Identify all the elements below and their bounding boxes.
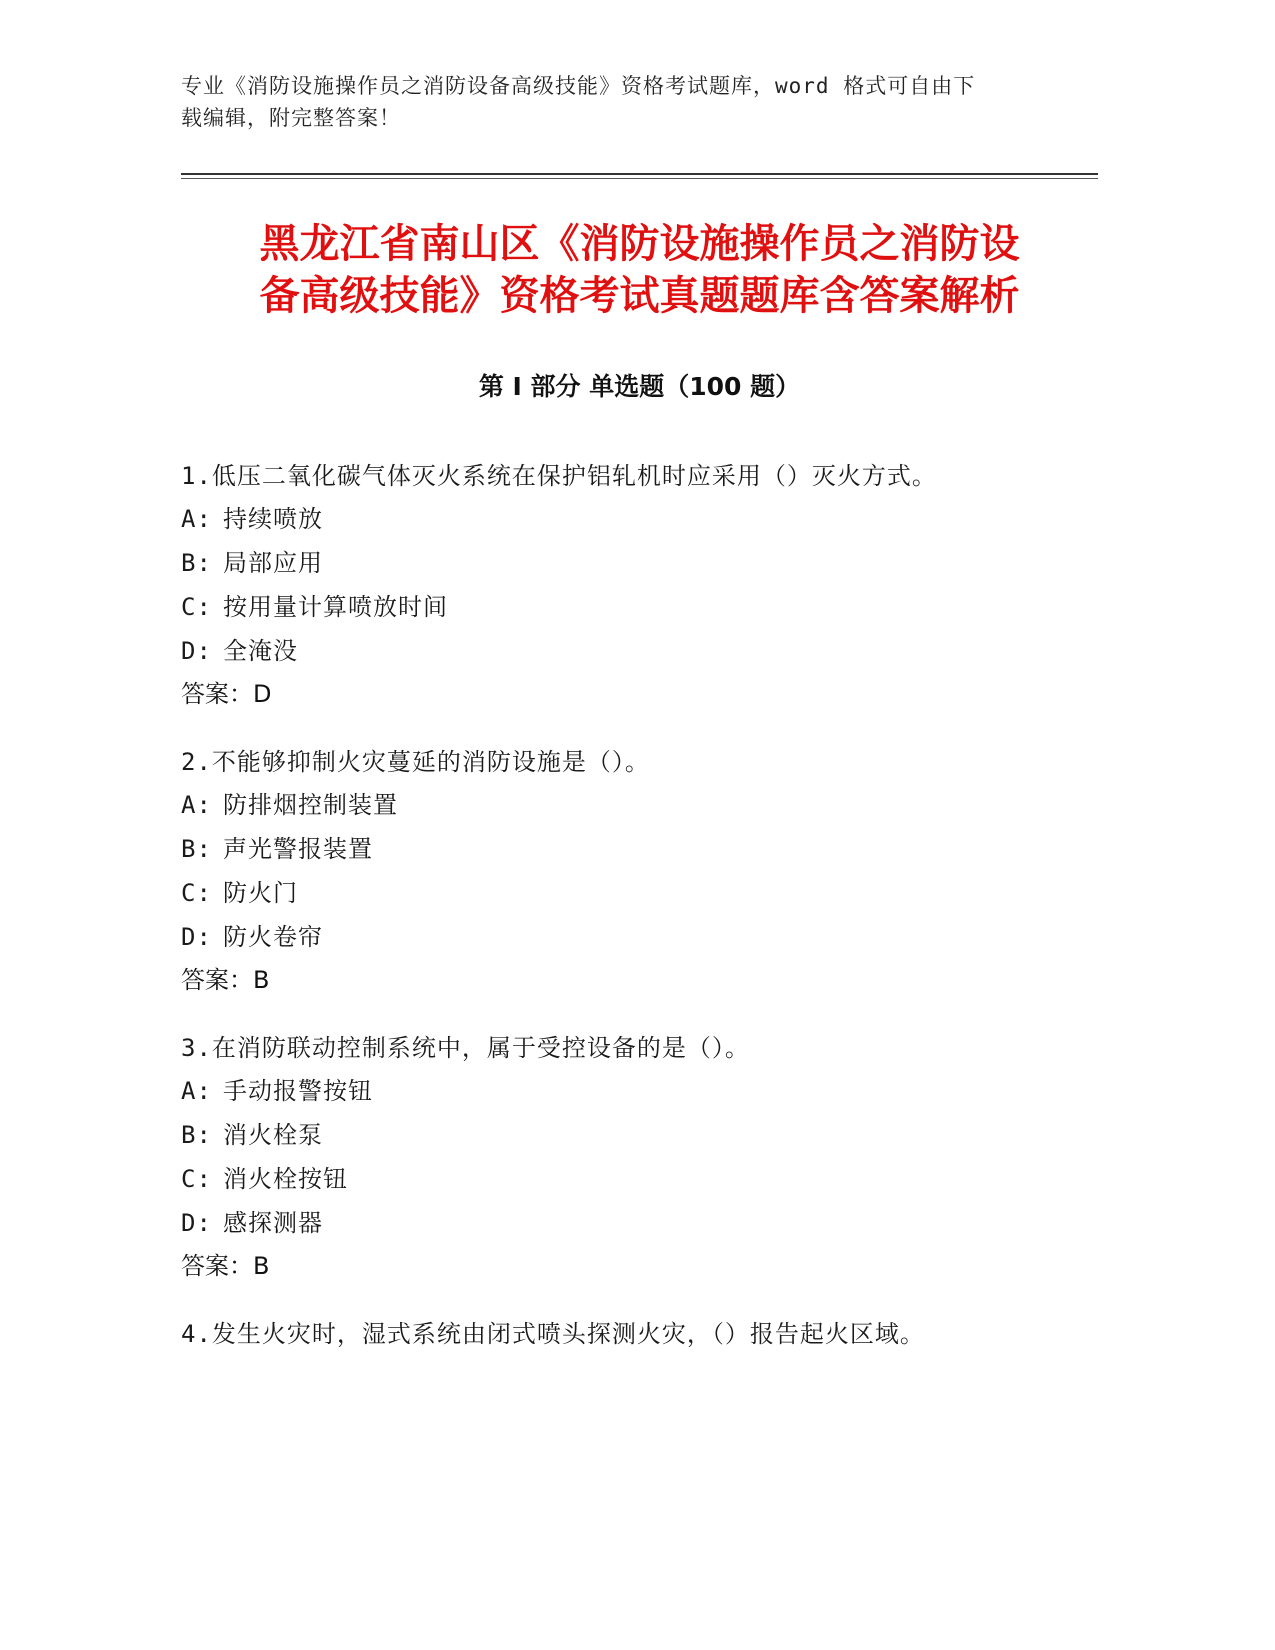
option-key: A: (181, 1077, 212, 1105)
option-key: C: (181, 593, 212, 621)
section-title: 第 I 部分 单选题（100 题） (478, 372, 801, 401)
question-item (181, 455, 1098, 715)
option-text: 消火栓按钮 (223, 1165, 348, 1193)
header-rule-thick (181, 173, 1098, 175)
option-text: 声光警报装置 (223, 835, 373, 863)
option-c (181, 1157, 1098, 1201)
option-c (181, 585, 1098, 629)
option-key: C: (181, 1165, 212, 1193)
answer-line: 答案：B (181, 1252, 270, 1280)
option-key: D: (181, 923, 212, 951)
header-note-line-2: 载编辑，附完整答案！ (181, 106, 401, 130)
option-text: 防排烟控制装置 (223, 791, 398, 819)
option-a (181, 1069, 1098, 1113)
option-text: 按用量计算喷放时间 (223, 593, 448, 621)
option-key: B: (181, 1121, 212, 1149)
question-stem: 3.在消防联动控制系统中，属于受控设备的是（）。 (181, 1034, 750, 1062)
option-b (181, 1113, 1098, 1157)
option-key: D: (181, 1209, 212, 1237)
option-text: 防火卷帘 (223, 923, 323, 951)
question-item (181, 1313, 1098, 1355)
document-title (181, 218, 1098, 322)
option-key: B: (181, 549, 212, 577)
question-item (181, 1027, 1098, 1287)
option-text: 手动报警按钮 (223, 1077, 373, 1105)
answer-line: 答案：B (181, 966, 270, 994)
header-note-line-1: 专业《消防设施操作员之消防设备高级技能》资格考试题库，word 格式可自由下 (181, 74, 976, 98)
document-title-line-1: 黑龙江省南山区《消防设施操作员之消防设 (259, 221, 1020, 267)
option-text: 持续喷放 (223, 505, 323, 533)
header-rule-thin (181, 178, 1098, 179)
option-b (181, 541, 1098, 585)
option-key: D: (181, 637, 212, 665)
option-text: 全淹没 (223, 637, 298, 665)
question-stem: 1.低压二氧化碳气体灭火系统在保护铝轧机时应采用（）灭火方式。 (181, 462, 937, 490)
question-stem: 2.不能够抑制火灾蔓延的消防设施是（）。 (181, 748, 650, 776)
question-stem: 4.发生火灾时，湿式系统由闭式喷头探测火灾，（）报告起火区域。 (181, 1320, 925, 1348)
option-a (181, 497, 1098, 541)
option-key: A: (181, 505, 212, 533)
question-list (181, 455, 1098, 1381)
document-title-line-2: 备高级技能》资格考试真题题库含答案解析 (259, 273, 1020, 319)
option-key: A: (181, 791, 212, 819)
answer-line: 答案：D (181, 680, 272, 708)
option-text: 消火栓泵 (223, 1121, 323, 1149)
option-text: 防火门 (223, 879, 298, 907)
question-item (181, 741, 1098, 1001)
option-c (181, 871, 1098, 915)
option-d (181, 915, 1098, 959)
option-a (181, 783, 1098, 827)
option-text: 局部应用 (223, 549, 323, 577)
option-d (181, 1201, 1098, 1245)
option-key: C: (181, 879, 212, 907)
option-d (181, 629, 1098, 673)
option-b (181, 827, 1098, 871)
option-text: 感探测器 (223, 1209, 323, 1237)
option-key: B: (181, 835, 212, 863)
header-note (181, 70, 1061, 134)
